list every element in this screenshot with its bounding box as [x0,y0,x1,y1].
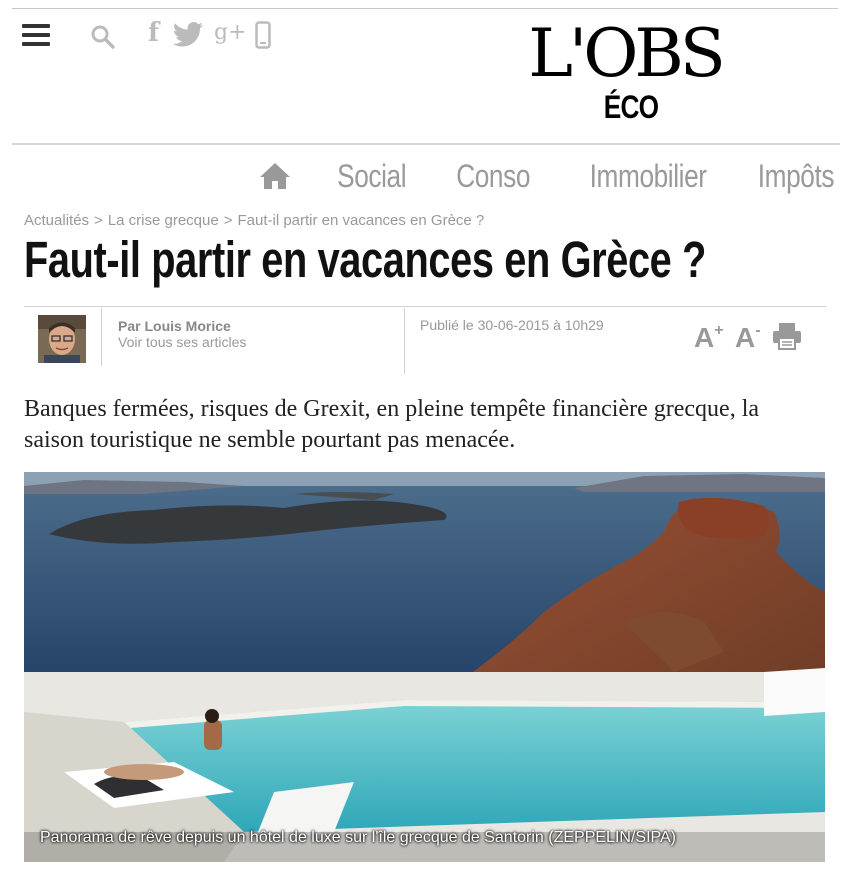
hamburger-menu-icon[interactable] [22,24,50,46]
mobile-icon[interactable] [255,21,271,54]
home-icon[interactable] [258,161,292,191]
logo-main-text: L'OBS [528,15,722,92]
section-nav [258,150,834,202]
print-icon[interactable] [772,322,802,355]
search-icon[interactable] [90,24,116,55]
breadcrumb-item-current[interactable]: Faut-il partir en vacances en Grèce ? [237,212,485,229]
logo-section-text: ÉCO [603,89,659,125]
article-title: Faut-il partir en vacances en Grèce ? [24,231,707,288]
nav-item-social[interactable]: Social [337,157,407,194]
article-photo[interactable] [24,472,825,862]
breadcrumb-separator: > [94,212,103,229]
meta-divider [24,306,826,307]
photo-caption: Panorama de rêve depuis un hôtel de luxe sur l'île grecque de Santorin (ZEPPELIN/SIPA) [40,829,676,846]
breadcrumb-separator: > [223,212,233,229]
font-increase-button[interactable] [694,322,724,354]
breadcrumb-item-actualites[interactable]: Actualités [24,212,90,229]
author-block [118,318,246,350]
nav-item-immobilier[interactable]: Immobilier [590,157,707,194]
meta-separator [404,308,405,374]
site-header [0,0,846,144]
font-decrease-sup: - [755,322,761,339]
font-increase-label: A [694,322,715,353]
author-name[interactable]: Par Louis Morice [118,318,231,334]
breadcrumb-item-crise-grecque[interactable]: La crise grecque [107,212,219,229]
author-articles-link[interactable]: Voir tous ses articles [118,334,247,350]
header-divider [12,143,840,145]
font-decrease-button[interactable] [735,322,761,354]
nav-item-impots[interactable]: Impôts [757,157,834,194]
google-plus-icon[interactable]: g+ [214,20,247,45]
article-lead: Banques fermées, risques de Grexit, en pleine tempête financière grecque, la saison touristique ne semble pourtant pas menacée. [24,396,760,453]
font-decrease-label: A [735,322,756,353]
twitter-icon[interactable] [172,22,204,53]
author-avatar[interactable] [38,315,86,363]
publish-date: Publié le 30-06-2015 à 10h29 [420,317,604,333]
nav-item-conso[interactable]: Conso [456,157,531,194]
site-logo[interactable] [515,15,735,125]
facebook-icon[interactable]: f [148,18,160,48]
font-increase-sup: + [714,322,724,339]
breadcrumb [24,212,484,229]
meta-separator [101,308,102,366]
